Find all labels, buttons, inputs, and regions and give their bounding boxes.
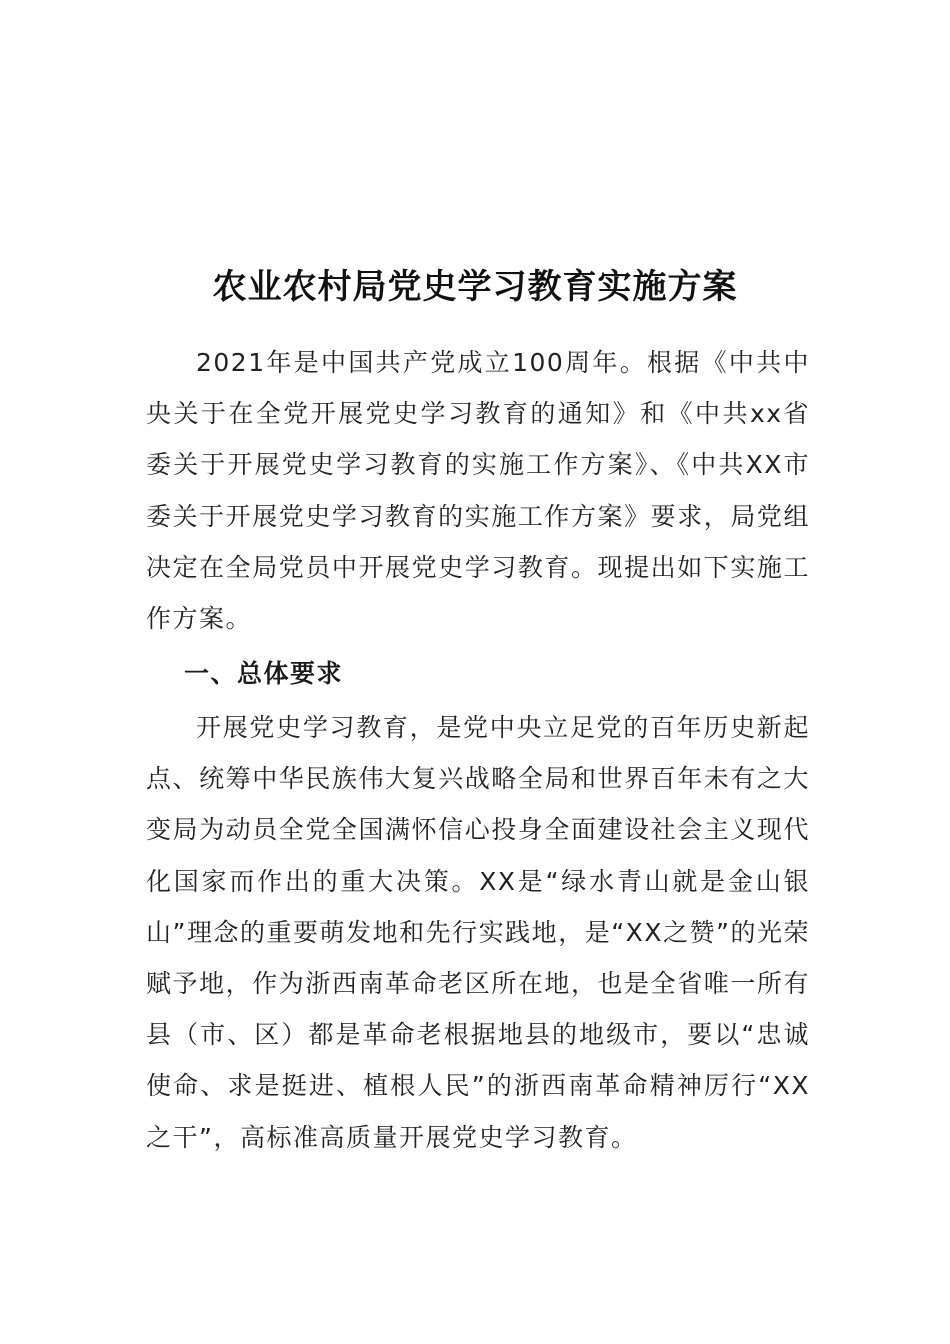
intro-paragraph: 2021年是中国共产党成立100周年。根据《中共中央关于在全党开展党史学习教育的通知》和《中共xx省委关于开展党史学习教育的实施工作方案》、《中共XX市委关于开展党史学习教育的实施工作方案》要求，局党组决定在全局党员中开展党史学习教育。现提出如下实施工作方案。 <box>146 348 810 634</box>
document-title: 农业农村局党史学习教育实施方案 <box>212 267 738 307</box>
section-paragraph-overall-requirements: 开展党史学习教育，是党中央立足党的百年历史新起点、统筹中华民族伟大复兴战略全局和世界百年未有之大变局为动员全党全国满怀信心投身全面建设社会主义现代化国家而作出的重大决策。XX是“绿水青山就是金山银山”理念的重要萌发地和先行实践地，是“XX之赞”的光荣赋予地，作为浙西南革命老区所在地，也是全省唯一所有县（市、区）都是革命老根据地县的地级市，要以“忠诚使命、求是挺进、植根人民”的浙西南革命精神厉行“XX之干”，高标准高质量开展党史学习教育。 <box>146 713 810 1152</box>
section-heading-overall-requirements: 一、总体要求 <box>184 659 344 688</box>
